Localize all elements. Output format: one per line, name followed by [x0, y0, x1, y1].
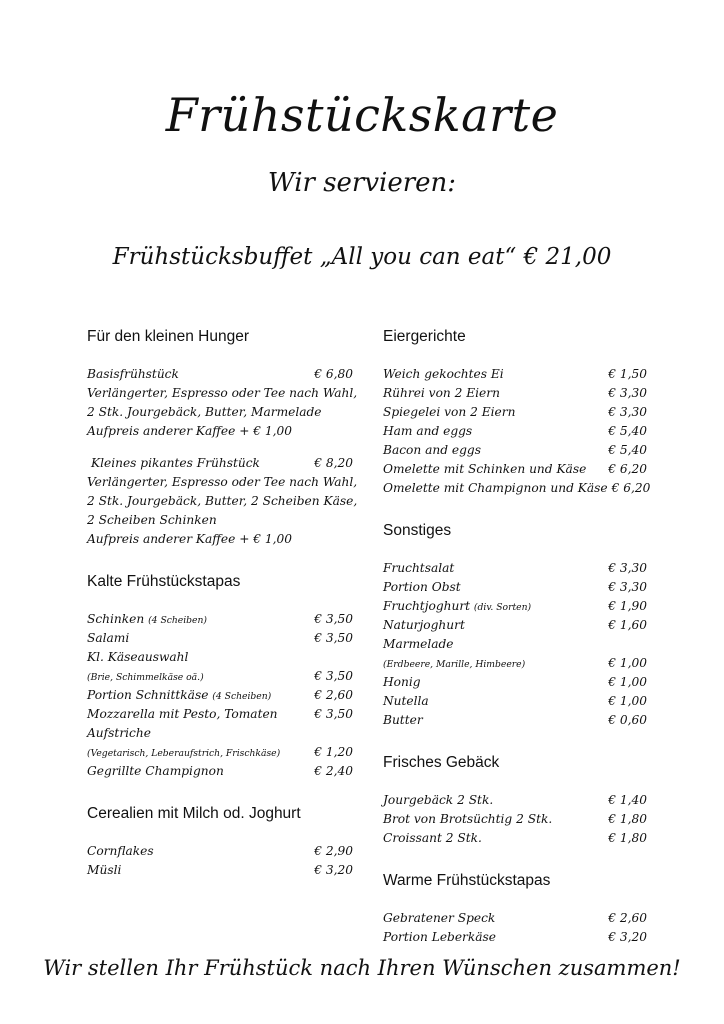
menu-item-butter: [383, 711, 647, 730]
item-price: € 3,50: [314, 631, 353, 645]
menu-subtitle: Wir servieren:: [267, 168, 457, 198]
item-name: Honig: [383, 675, 421, 689]
item-price: € 3,30: [608, 580, 647, 594]
section-title-warme-tapas: Warme Frühstückstapas: [383, 872, 551, 889]
right-column: [383, 326, 651, 947]
menu-item-marmelade: [383, 654, 647, 673]
item-name: Spiegelei von 2 Eiern: [383, 405, 516, 419]
menu-item: [383, 460, 647, 479]
item-price: € 3,30: [608, 386, 647, 400]
menu-title: Frühstückskarte: [165, 88, 559, 142]
menu-item-aufstriche: [87, 743, 353, 762]
section-title-kalte-tapas: Kalte Frühstückstapas: [87, 573, 241, 590]
item-price: € 3,30: [608, 561, 647, 575]
item-name: Aufstriche: [87, 726, 151, 740]
buffet-offer: Frühstücksbuffet „All you can eat“ € 21,00: [112, 244, 612, 270]
item-price: € 1,00: [608, 694, 647, 708]
item-price: € 3,50: [314, 612, 353, 626]
section-title-sonstiges: Sonstiges: [383, 522, 452, 539]
menu-item: [383, 422, 647, 441]
menu-item-cornflakes: [87, 842, 353, 861]
item-price: € 5,40: [608, 443, 647, 457]
item-price: € 2,90: [314, 844, 353, 858]
item-name: Portion Schnittkäse: [87, 688, 209, 702]
item-name: Basisfrühstück: [87, 367, 179, 381]
menu-item: [383, 791, 647, 810]
item-price: € 6,20: [611, 481, 651, 495]
menu-item: [383, 403, 647, 422]
item-description: 2 Stk. Jourgebäck, Butter, Marmelade: [87, 405, 322, 419]
menu-item-champignon: [87, 762, 353, 781]
item-name: Naturjoghurt: [383, 618, 465, 632]
section-title-cerealien: Cerealien mit Milch od. Joghurt: [87, 805, 301, 822]
item-name: Ham and eggs: [383, 424, 473, 438]
menu-item-basisfruehstueck: [87, 365, 353, 384]
section-sonstiges: [383, 559, 647, 730]
section-title-eiergerichte: Eiergerichte: [383, 328, 466, 345]
section-kalte-tapas: [87, 610, 353, 781]
item-price: € 1,60: [608, 618, 647, 632]
item-description: 2 Stk. Jourgebäck, Butter, 2 Scheiben Käse,: [87, 494, 358, 508]
section-kleiner-hunger: [87, 365, 358, 549]
item-price: € 2,60: [608, 911, 647, 925]
item-name: Müsli: [87, 863, 122, 877]
menu-item-nutella: [383, 692, 647, 711]
menu-item-schnittkaese: [87, 686, 353, 705]
item-name: Fruchtjoghurt: [383, 599, 471, 613]
menu-item-muesli: [87, 861, 353, 880]
item-price: € 3,20: [608, 930, 647, 944]
item-name: Fruchtsalat: [383, 561, 455, 575]
item-price: € 3,50: [314, 669, 353, 683]
section-title-kleiner-hunger: Für den kleinen Hunger: [87, 328, 249, 345]
item-name: Cornflakes: [87, 844, 154, 858]
menu-item-pikantes-fruehstueck: [87, 454, 353, 473]
menu-item-schinken: [87, 610, 353, 629]
item-price: € 6,20: [608, 462, 647, 476]
item-name: Kl. Käseauswahl: [87, 650, 189, 664]
section-title-gebaeck: Frisches Gebäck: [383, 754, 500, 771]
menu-item-naturjoghurt: [383, 616, 647, 635]
item-note: (4 Scheiben): [148, 615, 207, 626]
item-description: 2 Scheiben Schinken: [87, 513, 217, 527]
menu-item-fruchtsalat: [383, 559, 647, 578]
item-name: Schinken: [87, 612, 145, 626]
menu-item-honig: [383, 673, 647, 692]
item-name: Gebratener Speck: [383, 911, 496, 925]
menu-item: [383, 365, 647, 384]
menu-item: [383, 479, 651, 498]
item-name: Portion Obst: [383, 580, 461, 594]
item-price: € 0,60: [608, 713, 647, 727]
item-name: Salami: [87, 631, 130, 645]
item-price: € 1,80: [608, 831, 647, 845]
menu-item: [383, 384, 647, 403]
item-price: € 5,40: [608, 424, 647, 438]
item-name: Bacon and eggs: [383, 443, 481, 457]
item-price: € 2,40: [314, 764, 353, 778]
menu-item: [383, 810, 647, 829]
menu-item: [383, 829, 647, 848]
item-price: € 1,40: [608, 793, 647, 807]
item-name: Brot von Brotsüchtig 2 Stk.: [383, 812, 553, 826]
item-price: € 1,00: [608, 656, 647, 670]
item-name: Mozzarella mit Pesto, Tomaten: [87, 707, 278, 721]
menu-item: [383, 441, 647, 460]
item-price: € 3,50: [314, 707, 353, 721]
menu-item-kaeseauswahl: [87, 667, 353, 686]
left-column: [87, 326, 358, 880]
item-price: € 1,20: [314, 745, 353, 759]
item-price: € 2,60: [314, 688, 353, 702]
item-name: Rührei von 2 Eiern: [383, 386, 500, 400]
item-price: € 3,30: [608, 405, 647, 419]
item-price: € 6,80: [314, 367, 353, 381]
item-name: Kleines pikantes Frühstück: [91, 456, 260, 470]
item-description: Verlängerter, Espresso oder Tee nach Wahl,: [87, 386, 358, 400]
section-eiergerichte: [383, 365, 651, 498]
section-gebaeck: [383, 791, 647, 848]
item-name: Nutella: [383, 694, 429, 708]
item-description: Aufpreis anderer Kaffee + € 1,00: [87, 424, 293, 438]
item-name: Marmelade: [383, 637, 454, 651]
item-name: Gegrillte Champignon: [87, 764, 224, 778]
item-name: Jourgebäck 2 Stk.: [383, 793, 494, 807]
item-price: € 8,20: [314, 456, 353, 470]
item-name: Croissant 2 Stk.: [383, 831, 482, 845]
item-note: (4 Scheiben): [212, 691, 272, 702]
item-description: Aufpreis anderer Kaffee + € 1,00: [87, 532, 293, 546]
menu-item: [383, 928, 647, 947]
item-price: € 3,20: [314, 863, 353, 877]
item-name: Portion Leberkäse: [383, 930, 496, 944]
item-note: (Erdbeere, Marille, Himbeere): [383, 659, 526, 670]
item-name: Butter: [383, 713, 423, 727]
menu-footer: Wir stellen Ihr Frühstück nach Ihren Wünschen zusammen!: [43, 956, 681, 980]
menu-item-fruchtjoghurt: [383, 597, 647, 616]
item-price: € 1,80: [608, 812, 647, 826]
item-note: (Brie, Schimmelkäse oä.): [87, 672, 204, 683]
menu-item: [383, 909, 647, 928]
section-warme-tapas: [383, 909, 647, 947]
menu-item-mozzarella: [87, 705, 353, 724]
section-cerealien: [87, 842, 353, 880]
item-description: Verlängerter, Espresso oder Tee nach Wahl,: [87, 475, 358, 489]
item-name: Weich gekochtes Ei: [383, 367, 504, 381]
menu-item-obst: [383, 578, 647, 597]
item-note: (div. Sorten): [473, 602, 532, 613]
item-price: € 1,90: [608, 599, 647, 613]
item-name: Omelette mit Schinken und Käse: [383, 462, 587, 476]
item-price: € 1,50: [608, 367, 647, 381]
menu-item-salami: [87, 629, 353, 648]
item-note: (Vegetarisch, Leberaufstrich, Frischkäse): [87, 748, 281, 759]
item-price: € 1,00: [608, 675, 647, 689]
item-name: Omelette mit Champignon und Käse: [383, 481, 608, 495]
